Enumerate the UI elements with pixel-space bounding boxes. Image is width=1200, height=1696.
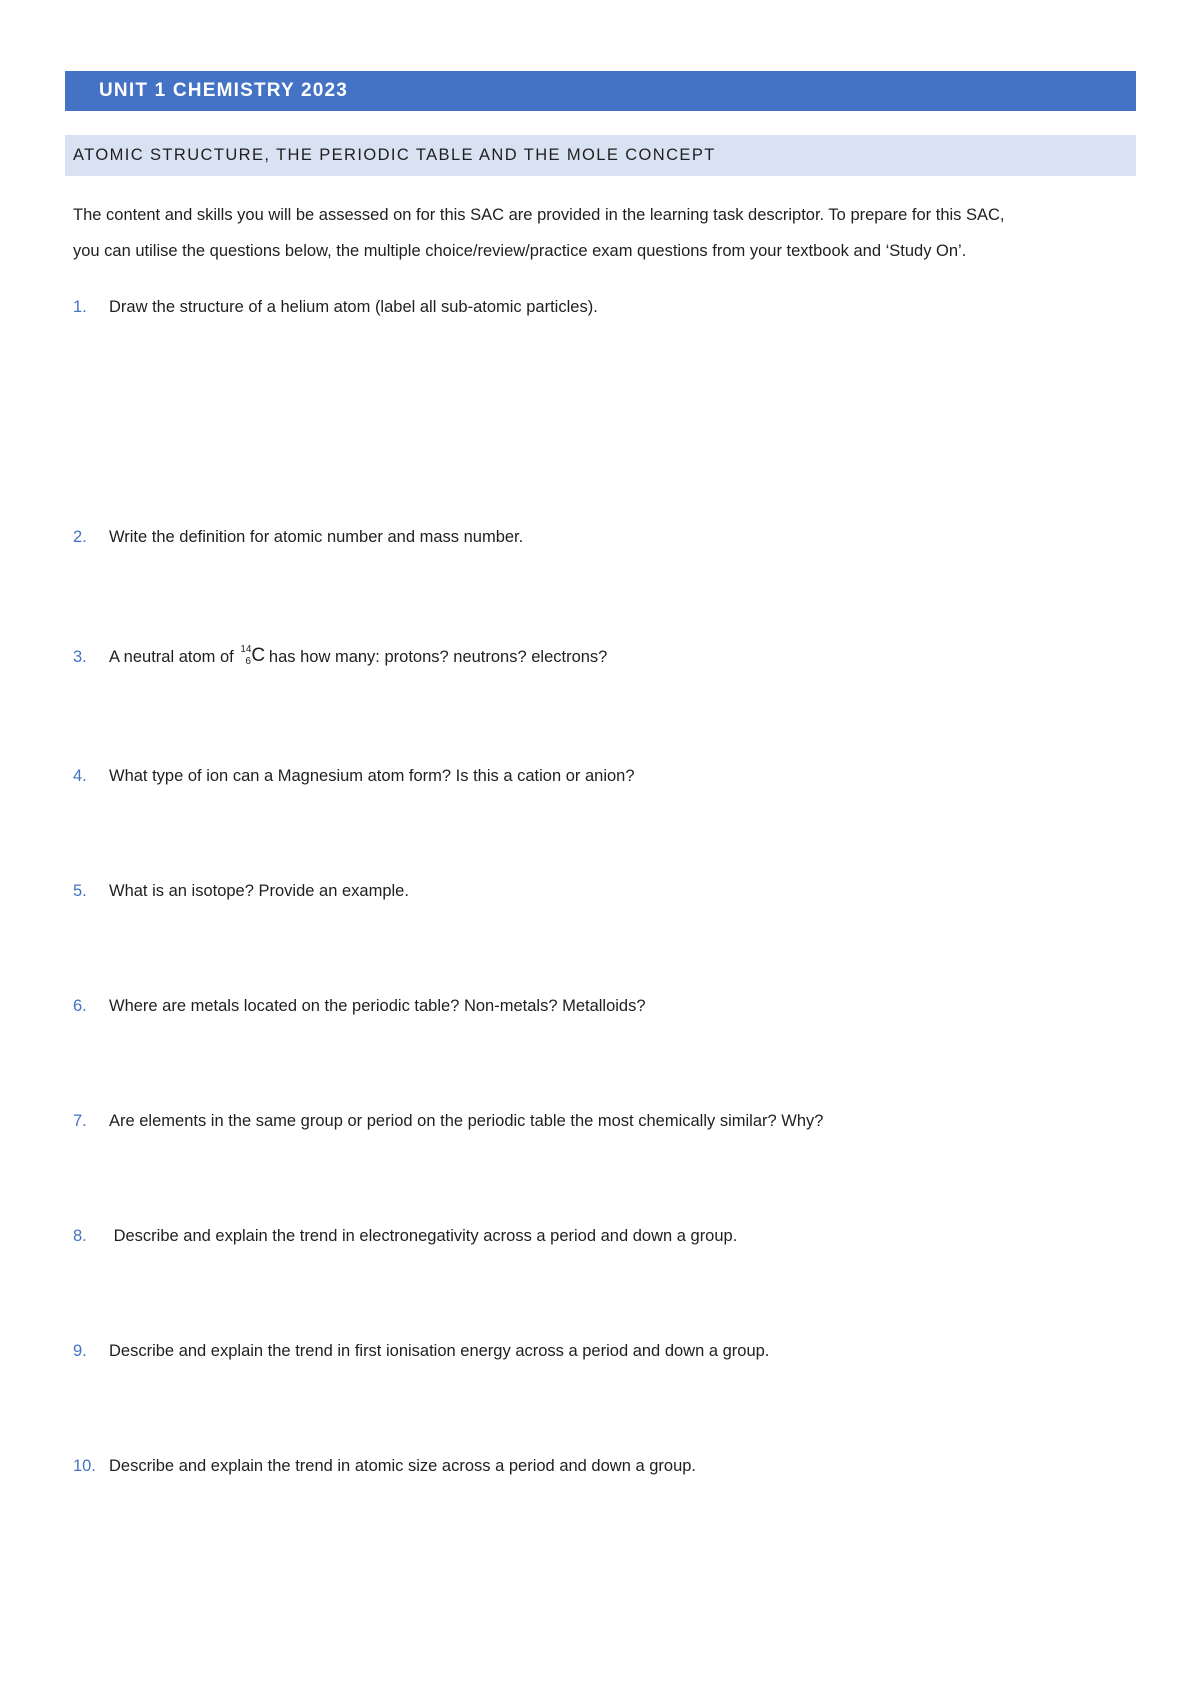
question-number: 10. [73, 1457, 96, 1475]
question-number: 9. [73, 1342, 87, 1360]
title-banner [65, 71, 1136, 111]
question-item [73, 1110, 1133, 1132]
question-number: 4. [73, 767, 87, 785]
question-text: Describe and explain the trend in first ionisation energy across a period and down a group. [109, 1342, 770, 1360]
question-item [73, 765, 1133, 787]
question-item [73, 296, 1133, 318]
document-title: UNIT 1 CHEMISTRY 2023 [99, 80, 349, 101]
question-text: Draw the structure of a helium atom (label all sub-atomic particles). [109, 298, 598, 316]
question-text: What type of ion can a Magnesium atom form? Is this a cation or anion? [109, 767, 635, 785]
question-text-before: A neutral atom of [109, 648, 239, 666]
document-subtitle: ATOMIC STRUCTURE, THE PERIODIC TABLE AND THE MOLE CONCEPT [73, 146, 716, 164]
question-number: 2. [73, 528, 87, 546]
question-item [73, 1455, 1133, 1477]
question-number: 6. [73, 997, 87, 1015]
question-item [73, 1340, 1133, 1362]
question-text [109, 646, 1133, 668]
question-text: Where are metals located on the periodic table? Non-metals? Metalloids? [109, 997, 646, 1015]
question-item [73, 526, 1133, 548]
intro-line-2: you can utilise the questions below, the multiple choice/review/practice exam questions from your textbook and ‘Study On’. [73, 242, 967, 260]
atomic-number: 6 [245, 656, 251, 667]
question-text-after: has how many: protons? neutrons? electrons? [264, 648, 608, 666]
question-text: Describe and explain the trend in atomic size across a period and down a group. [109, 1457, 697, 1475]
question-text: What is an isotope? Provide an example. [109, 882, 409, 900]
subtitle-banner [65, 135, 1136, 176]
question-item [73, 880, 1133, 902]
question-number: 5. [73, 882, 87, 900]
question-number: 3. [73, 648, 87, 666]
question-number: 1. [73, 298, 87, 316]
question-text: Are elements in the same group or period on the periodic table the most chemically similar? Why? [109, 1112, 824, 1130]
question-item [73, 1225, 1133, 1247]
question-text: Write the definition for atomic number and mass number. [109, 528, 524, 546]
mass-number: 14 [240, 644, 252, 655]
element-symbol: C [251, 645, 266, 666]
question-text: Describe and explain the trend in electronegativity across a period and down a group. [109, 1227, 738, 1245]
question-number: 8. [73, 1227, 87, 1245]
question-item [73, 646, 1133, 668]
intro-line-1: The content and skills you will be assessed on for this SAC are provided in the learning task descriptor. To prepare for this SAC, [73, 206, 1005, 224]
question-number: 7. [73, 1112, 87, 1130]
intro-paragraph [73, 197, 1133, 269]
question-item [73, 995, 1133, 1017]
carbon-14-isotope-notation [238, 646, 264, 668]
